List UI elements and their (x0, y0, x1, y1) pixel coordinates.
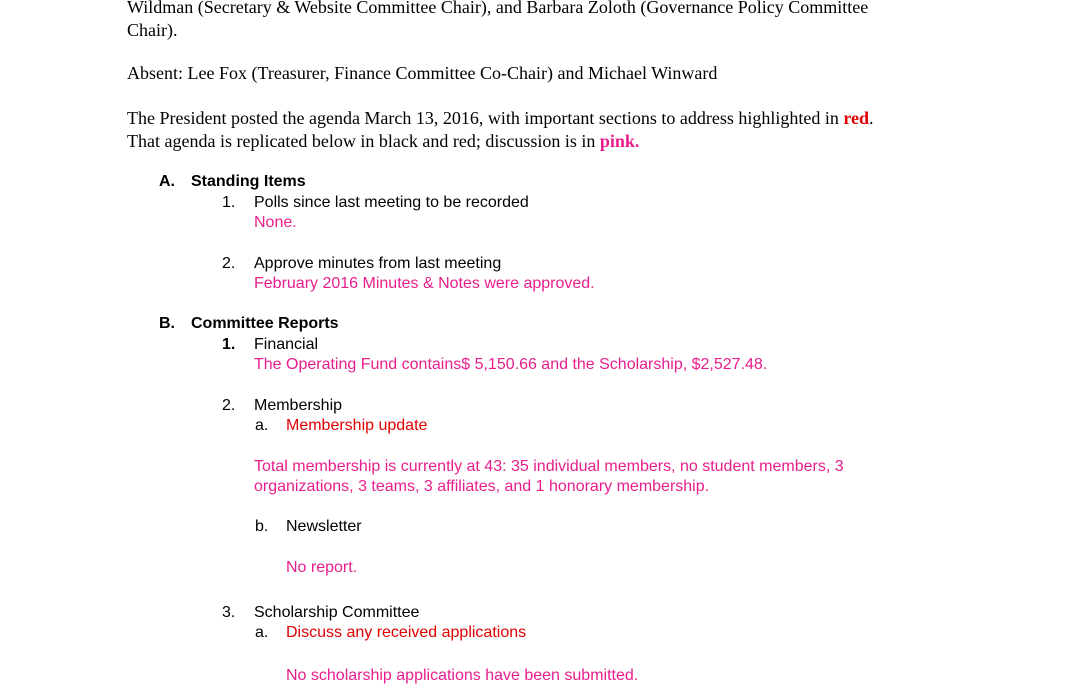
item-b3-label: Scholarship Committee (254, 604, 420, 621)
pink-keyword: pink. (599, 131, 640, 151)
item-a2-marker: 2. (222, 255, 236, 272)
item-b1-marker: 1. (222, 336, 236, 353)
item-b1-label: Financial (254, 336, 319, 353)
membership-note-line-1: Total membership is currently at 43: 35 individual members, no student members, 3 (254, 458, 844, 475)
section-b-marker: B. (159, 315, 175, 332)
item-b3a-note-partial: No scholarship applications have been submitted. (286, 667, 639, 684)
agenda-note-text: The President posted the agenda March 13, 2016, with important sections to address highlighted in (127, 108, 844, 128)
item-a1-label: Polls since last meeting to be recorded (254, 194, 529, 211)
agenda-note-line-1 (127, 107, 874, 130)
item-b1-note: The Operating Fund contains$ 5,150.66 and the Scholarship, $2,527.48. (254, 356, 768, 373)
agenda-note-text-2: That agenda is replicated below in black and red; discussion is in (127, 131, 600, 151)
item-b2b-label: Newsletter (286, 518, 362, 535)
section-b-title: Committee Reports (191, 315, 339, 332)
item-b2-marker: 2. (222, 397, 236, 414)
item-b3a-label: Discuss any received applications (286, 624, 527, 641)
item-b3a-marker: a. (255, 624, 269, 641)
item-b3-marker: 3. (222, 604, 236, 621)
red-keyword: red (843, 108, 870, 128)
agenda-note-period: . (869, 108, 874, 128)
attendees-line-1: Wildman (Secretary & Website Committee Chair), and Barbara Zoloth (Governance Policy Committee (127, 0, 869, 17)
section-a-marker: A. (159, 173, 175, 190)
item-b2a-label: Membership update (286, 417, 428, 434)
item-b2-label: Membership (254, 397, 343, 414)
section-a-title: Standing Items (191, 173, 306, 190)
membership-note-line-2: organizations, 3 teams, 3 affiliates, and 1 honorary membership. (254, 478, 710, 495)
absent-line: Absent: Lee Fox (Treasurer, Finance Committee Co-Chair) and Michael Winward (127, 63, 718, 83)
attendees-line-2: Chair). (127, 20, 178, 40)
item-b2a-marker: a. (255, 417, 269, 434)
item-b2b-marker: b. (255, 518, 269, 535)
item-a1-note: None. (254, 214, 297, 231)
item-b2b-note: No report. (286, 559, 358, 576)
item-a2-note: February 2016 Minutes & Notes were approved. (254, 275, 595, 292)
item-a2-label: Approve minutes from last meeting (254, 255, 502, 272)
item-a1-marker: 1. (222, 194, 236, 211)
agenda-note-line-2 (127, 130, 639, 153)
